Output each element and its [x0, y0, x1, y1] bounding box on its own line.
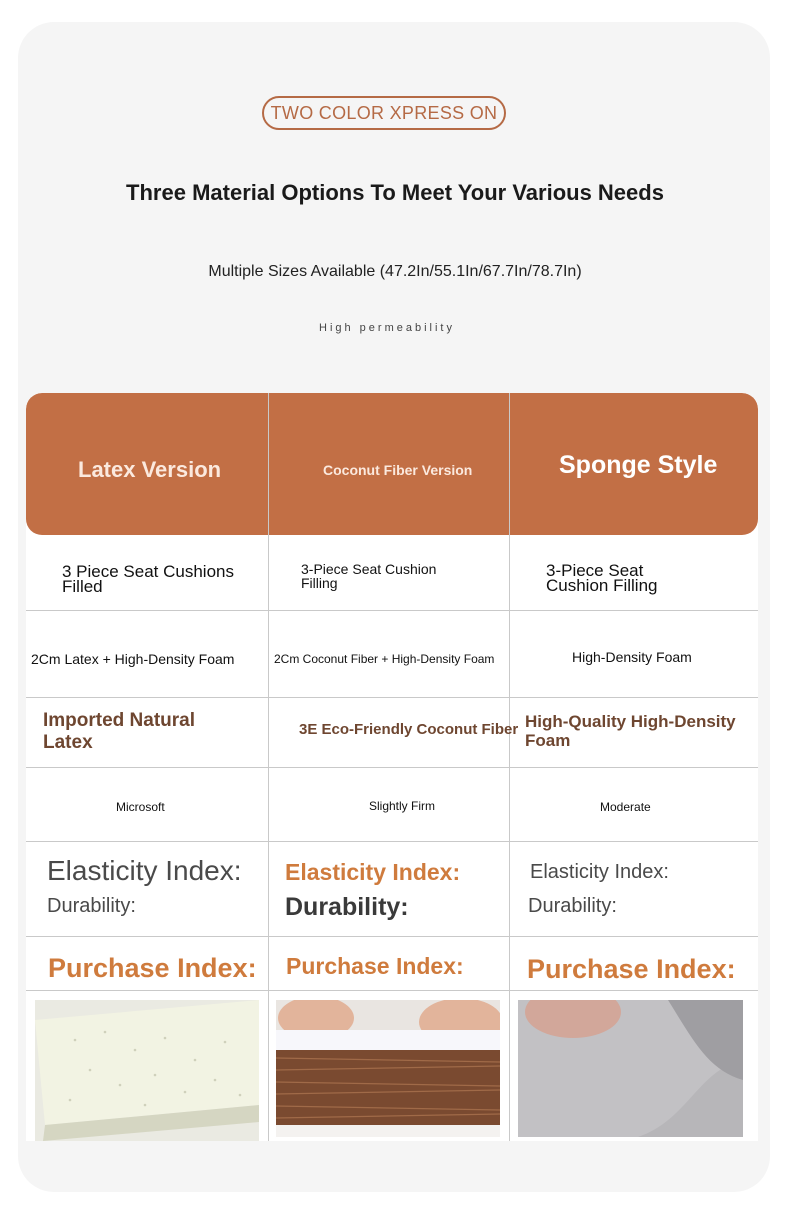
row-divider — [26, 990, 758, 991]
coconut-fiber-image — [276, 1000, 500, 1137]
durability-sponge: Durability: — [528, 895, 617, 917]
firmness-latex: Microsoft — [116, 800, 165, 814]
row-divider — [26, 936, 758, 937]
firmness-sponge: Moderate — [600, 800, 651, 814]
header-latex: Latex Version — [78, 457, 222, 482]
purchase-sponge: Purchase Index: — [527, 954, 736, 984]
composition-sponge: High-Density Foam — [572, 649, 692, 665]
purchase-coconut: Purchase Index: — [286, 953, 464, 979]
elasticity-sponge: Elasticity Index: — [530, 861, 669, 883]
row-divider — [26, 767, 758, 768]
permeability-text: High permeability — [319, 322, 455, 334]
composition-latex: 2Cm Latex + High-Density Foam — [31, 651, 235, 667]
header-coconut: Coconut Fiber Version — [323, 462, 473, 478]
durability-latex: Durability: — [47, 895, 136, 917]
durability-coconut: Durability: — [285, 893, 409, 921]
row-divider — [26, 841, 758, 842]
latex-sheet-image — [35, 1000, 259, 1141]
row-divider — [26, 610, 758, 611]
elasticity-latex: Elasticity Index: — [47, 855, 242, 886]
firmness-coconut: Slightly Firm — [369, 799, 436, 813]
sizes-text: Multiple Sizes Available (47.2In/55.1In/67.7In/78.7In) — [208, 263, 582, 280]
seat-sponge: 3-Piece Seat Cushion Filling — [546, 561, 658, 595]
composition-coconut: 2Cm Coconut Fiber + High-Density Foam — [274, 652, 495, 666]
header-sponge: Sponge Style — [559, 451, 718, 479]
comparison-table — [26, 393, 758, 1141]
seat-coconut: 3-Piece Seat Cushion Filling — [301, 561, 437, 591]
row-divider — [26, 697, 758, 698]
elasticity-coconut: Elasticity Index: — [285, 859, 461, 885]
seat-latex: 3 Piece Seat Cushions Filled — [62, 562, 234, 596]
material-sponge: High-Quality High-Density Foam — [525, 712, 736, 750]
purchase-latex: Purchase Index: — [48, 953, 257, 983]
material-coconut: 3E Eco-Friendly Coconut Fiber — [299, 721, 519, 738]
sponge-foam-image — [518, 1000, 743, 1137]
page-title: Three Material Options To Meet Your Various Needs — [126, 180, 664, 205]
material-latex: Imported Natural Latex — [43, 710, 196, 753]
promo-badge: TWO COLOR XPRESS ON — [262, 96, 506, 130]
